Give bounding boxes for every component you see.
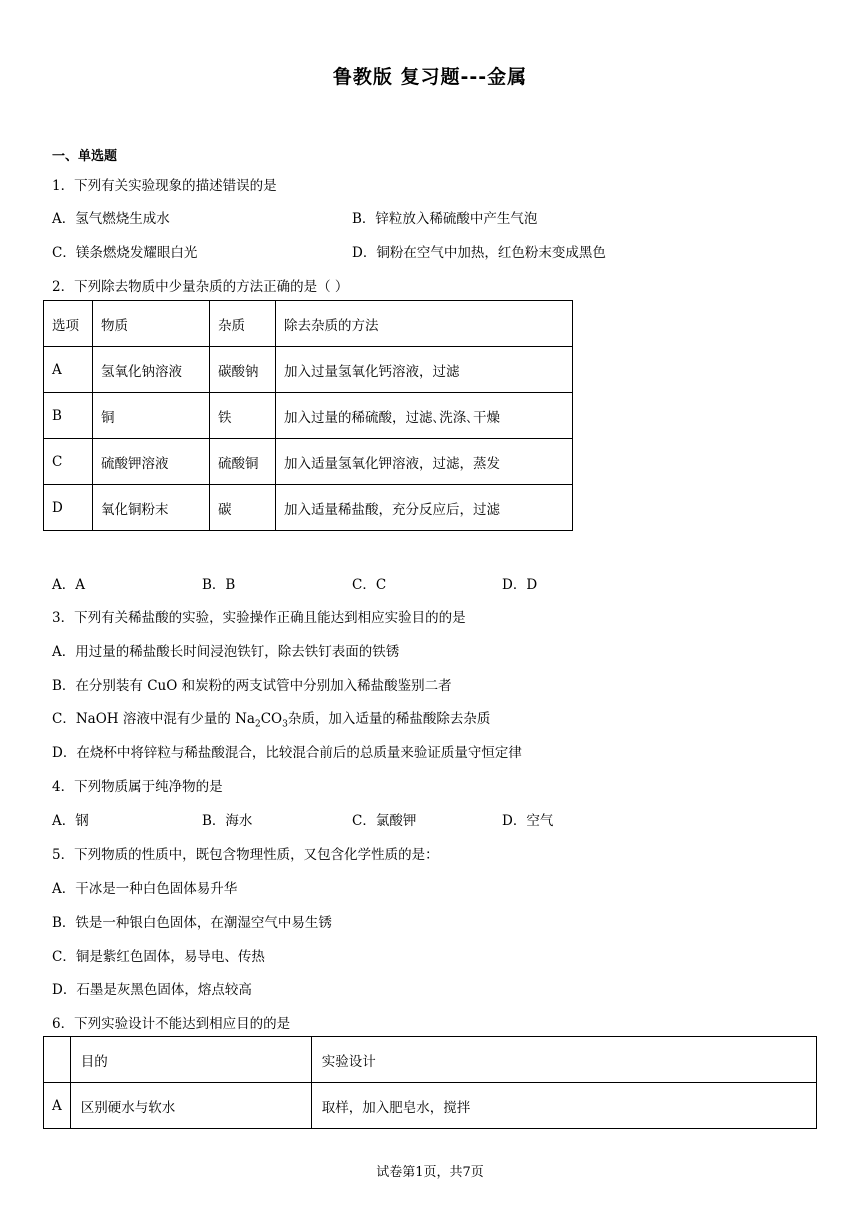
- subscript: 3: [282, 719, 288, 730]
- question-5-stem: 5．下列物质的性质中，既包含物理性质，又包含化学性质的是：: [52, 847, 439, 863]
- question-4-option-c: C．氯酸钾: [352, 813, 417, 829]
- section-heading: 一、单选题: [52, 149, 118, 164]
- question-1-option-c: C．镁条燃烧发耀眼白光: [52, 245, 198, 261]
- table-row: [44, 485, 573, 531]
- table-cell: 区别硬水与软水: [70, 1083, 311, 1129]
- table-cell: A: [44, 347, 93, 393]
- table-row: [44, 393, 573, 439]
- table-cell: 硫酸铜: [210, 439, 276, 485]
- table-cell: A: [44, 1083, 71, 1129]
- question-4-option-d: D．空气: [502, 813, 554, 829]
- question-4-stem: 4．下列物质属于纯净物的是: [52, 779, 223, 795]
- question-1-option-b: B．锌粒放入稀硫酸中产生气泡: [352, 211, 538, 227]
- question-2-table: [43, 300, 573, 531]
- option-c-text: C．NaOH 溶液中混有少量的 Na: [52, 711, 255, 727]
- question-3-option-b: B．在分别装有 CuO 和炭粉的两支试管中分别加入稀盐酸鉴别二者: [52, 678, 452, 694]
- question-1-stem: 1．下列有关实验现象的描述错误的是: [52, 178, 277, 194]
- question-5-option-b: B．铁是一种银白色固体，在潮湿空气中易生锈: [52, 915, 332, 931]
- question-3-option-d: D．在烧杯中将锌粒与稀盐酸混合，比较混合前后的总质量来验证质量守恒定律: [52, 745, 522, 761]
- page-title: 鲁教版 复习题---金属: [332, 66, 528, 88]
- question-2-option-d: D．D: [502, 577, 538, 593]
- question-5-option-c: C．铜是紫红色固体，易导电、传热: [52, 949, 265, 965]
- table-row: [44, 439, 573, 485]
- question-3-option-a: A．用过量的稀盐酸长时间浸泡铁钉，除去铁钉表面的铁锈: [52, 644, 400, 660]
- table-cell: 目的: [70, 1037, 311, 1083]
- table-cell: 加入过量的稀硫酸，过滤､洗涤､干燥: [276, 393, 573, 439]
- table-cell: 碳酸钠: [210, 347, 276, 393]
- table-row: [44, 1083, 817, 1129]
- table-cell: 取样，加入肥皂水，搅拌: [311, 1083, 816, 1129]
- table-cell: 氢氧化钠溶液: [93, 347, 210, 393]
- table-cell: 加入过量氢氧化钙溶液，过滤: [276, 347, 573, 393]
- question-4-option-a: A．钢: [52, 813, 89, 829]
- table-cell: 物质: [93, 301, 210, 347]
- table-cell: 加入适量稀盐酸，充分反应后，过滤: [276, 485, 573, 531]
- table-cell: 碳: [210, 485, 276, 531]
- option-c-formula: CO: [260, 711, 283, 727]
- table-cell: 铜: [93, 393, 210, 439]
- page-footer: 试卷第1页，共7页: [376, 1165, 484, 1180]
- question-3-option-c: [52, 707, 490, 730]
- question-4-option-b: B．海水: [202, 813, 253, 829]
- table-cell: 除去杂质的方法: [276, 301, 573, 347]
- question-5-option-d: D．石墨是灰黑色固体，熔点较高: [52, 982, 252, 998]
- question-2-option-a: A．A: [52, 577, 85, 593]
- table-row: [44, 301, 573, 347]
- table-cell: 氧化铜粉末: [93, 485, 210, 531]
- table-cell: D: [44, 485, 93, 531]
- table-row: [44, 1037, 817, 1083]
- table-cell: 选项: [44, 301, 93, 347]
- table-cell: C: [44, 439, 93, 485]
- subscript: 2: [254, 719, 261, 730]
- question-5-option-a: A．干冰是一种白色固体易升华: [52, 881, 238, 897]
- table-row: [44, 347, 573, 393]
- question-6-stem: 6．下列实验设计不能达到相应目的的是: [52, 1016, 291, 1032]
- question-6-table: [43, 1036, 817, 1129]
- question-1-option-a: A．氢气燃烧生成水: [52, 211, 170, 227]
- table-cell: 杂质: [210, 301, 276, 347]
- question-2-option-c: C．C: [352, 577, 387, 593]
- table-cell: 实验设计: [311, 1037, 816, 1083]
- option-c-text-end: 杂质，加入适量的稀盐酸除去杂质: [287, 711, 491, 727]
- question-1-option-d: D．铜粉在空气中加热，红色粉末变成黑色: [352, 245, 606, 261]
- table-cell: 加入适量氢氧化钾溶液，过滤，蒸发: [276, 439, 573, 485]
- question-3-stem: 3．下列有关稀盐酸的实验，实验操作正确且能达到相应实验目的的是: [52, 610, 466, 626]
- table-cell: 铁: [210, 393, 276, 439]
- table-cell: 硫酸钾溶液: [93, 439, 210, 485]
- table-cell: [44, 1037, 71, 1083]
- table-cell: B: [44, 393, 93, 439]
- question-2-stem: 2．下列除去物质中少量杂质的方法正确的是（ ）: [52, 279, 349, 295]
- question-2-option-b: B．B: [202, 577, 236, 593]
